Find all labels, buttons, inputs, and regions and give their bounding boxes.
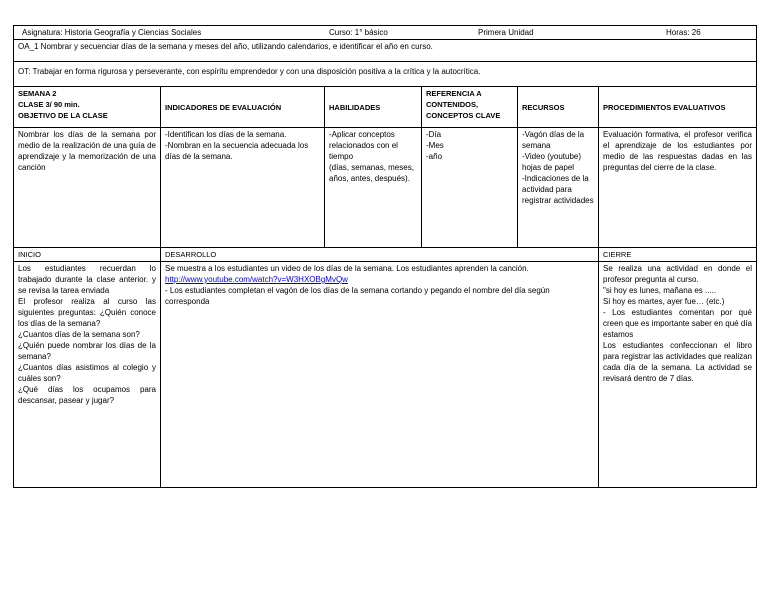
unit-label: Primera Unidad xyxy=(478,28,534,37)
skills-cell: -Aplicar conceptos relacionados con el tiempo (días, semanas, meses, años, antes, después). xyxy=(325,128,422,248)
indicators-cell: -Identifican los días de la semana. -Nombran en la secuencia adecuada los días de la semana. xyxy=(161,128,325,248)
week-label: SEMANA 2 xyxy=(18,89,57,98)
development-label: DESARROLLO xyxy=(161,248,599,262)
procedures-cell: Evaluación formativa, el profesor verifica el aprendizaje de los estudiantes por medio de las respuestas dadas en las preguntas del cierre de la clase. xyxy=(599,128,757,248)
objective-cell: Nombrar los días de la semana por medio de la realización de una guía de aprendizaje y la memorización de una canción xyxy=(14,128,161,248)
transversal-objective-row: OT: Trabajar en forma rigurosa y perseverante, con espíritu emprendedor y con una disposición positiva a la crítica y la autocrítica. xyxy=(14,62,757,87)
header-row xyxy=(14,26,757,40)
objective-label: OBJETIVO DE LA CLASE xyxy=(18,111,108,120)
hours-label: Horas: 26 xyxy=(666,28,701,37)
subject-label: Asignatura: Historia Geografía y Ciencias Sociales xyxy=(22,28,202,37)
development-cell xyxy=(161,262,599,488)
skills-header: HABILIDADES xyxy=(325,87,422,128)
start-cell: Los estudiantes recuerdan lo trabajado durante la clase anterior. y se revisa la tarea enviada El profesor realiza al curso las siguientes preguntas: ¿Quién conoce los días de la semana? ¿Cuantos días de la semana son? ¿Quién puede nombrar los días de la semana? ¿Cuantos días asistimos al colegio y cuáles son? ¿Qué días los ocupamos para descansar, pasear y jugar? xyxy=(14,262,161,488)
course-label: Curso: 1° básico xyxy=(329,28,388,37)
closing-label: CIERRE xyxy=(599,248,757,262)
references-header: REFERENCIA A CONTENIDOS, CONCEPTOS CLAVE xyxy=(422,87,518,128)
resources-cell: -Vagón días de la semana -Video (youtube) hojas de papel -Indicaciones de la actividad para registrar actividades xyxy=(518,128,599,248)
indicators-header: INDICADORES DE EVALUACIÓN xyxy=(161,87,325,128)
closing-cell: Se realiza una actividad en donde el profesor pregunta al curso. "si hoy es lunes, mañana es ..... Si hoy es martes, ayer fue… (etc.) - Los estudiantes comentan por qué creen que es importante saber en qué día estamos Los estudiantes confeccionan el libro para registrar las actividades que realizan cada día de la semana. La actividad se revisará dentro de 7 días. xyxy=(599,262,757,488)
week-class-header xyxy=(14,87,161,128)
youtube-link[interactable]: http://www.youtube.com/watch?v=W3HXOBgMvQw xyxy=(165,275,348,284)
references-cell: -Día -Mes -año xyxy=(422,128,518,248)
procedures-header: PROCEDIMIENTOS EVALUATIVOS xyxy=(599,87,757,128)
lesson-plan-table xyxy=(13,25,757,488)
development-text-2: - Los estudiantes completan el vagón de los días de la semana cortando y pegando el nombre del día según corresponda xyxy=(165,286,550,306)
start-label: INICIO xyxy=(14,248,161,262)
resources-header: RECURSOS xyxy=(518,87,599,128)
class-label: CLASE 3/ 90 min. xyxy=(18,100,80,109)
learning-objective-row: OA_1 Nombrar y secuenciar días de la semana y meses del año, utilizando calendarios, e identificar el año en curso. xyxy=(14,40,757,62)
development-text-1: Se muestra a los estudiantes un video de los días de la semana. Los estudiantes aprenden la canción. xyxy=(165,264,529,273)
